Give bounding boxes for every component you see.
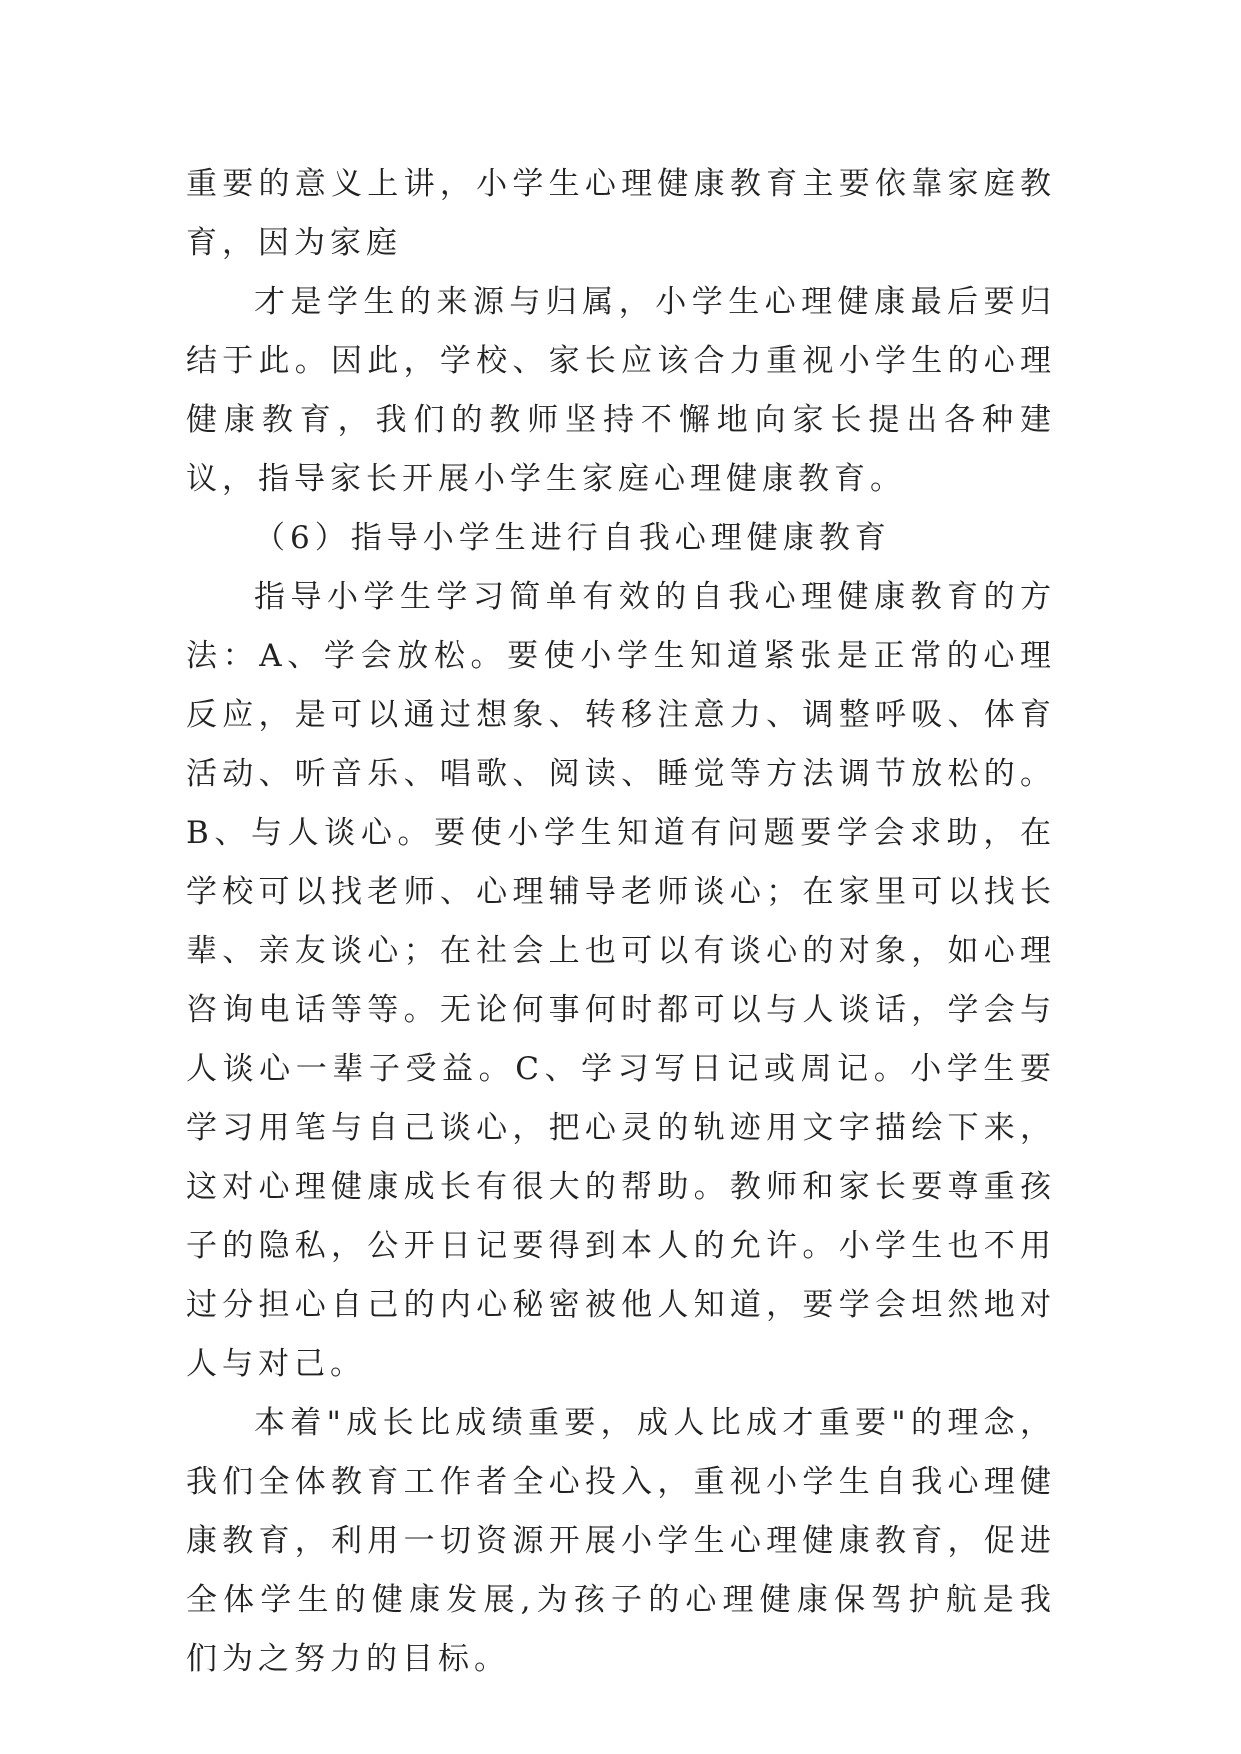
section-heading: （6）指导小学生进行自我心理健康教育 bbox=[254, 520, 891, 556]
document-body bbox=[186, 155, 1056, 1689]
paragraph-conclusion: 本着"成长比成绩重要，成人比成才重要"的理念，我们全体教育工作者全心投入，重视小学生自我心理健康教育，利用一切资源开展小学生心理健康教育，促进全体学生的健康发展,为孩子的心理健康保驾护航是我们为之努力的目标。 bbox=[186, 1405, 1056, 1677]
paragraph-family-education: 才是学生的来源与归属，小学生心理健康最后要归结于此。因此，学校、家长应该合力重视小学生的心理健康教育，我们的教师坚持不懈地向家长提出各种建议，指导家长开展小学生家庭心理健康教育。 bbox=[186, 284, 1056, 497]
paragraph-continuation: 重要的意义上讲，小学生心理健康教育主要依靠家庭教育，因为家庭 bbox=[186, 166, 1056, 261]
paragraph-self-education-methods: 指导小学生学习简单有效的自我心理健康教育的方法：A、学会放松。要使小学生知道紧张是正常的心理反应，是可以通过想象、转移注意力、调整呼吸、体育活动、听音乐、唱歌、阅读、睡觉等方法调节放松的。B、与人谈心。要使小学生知道有问题要学会求助，在学校可以找老师、心理辅导老师谈心；在家里可以找长辈、亲友谈心；在社会上也可以有谈心的对象，如心理咨询电话等等。无论何事何时都可以与人谈话，学会与人谈心一辈子受益。C、学习写日记或周记。小学生要学习用笔与自己谈心，把心灵的轨迹用文字描绘下来，这对心理健康成长有很大的帮助。教师和家长要尊重孩子的隐私，公开日记要得到本人的允许。小学生也不用过分担心自己的内心秘密被他人知道，要学会坦然地对人与对己。 bbox=[186, 579, 1056, 1382]
